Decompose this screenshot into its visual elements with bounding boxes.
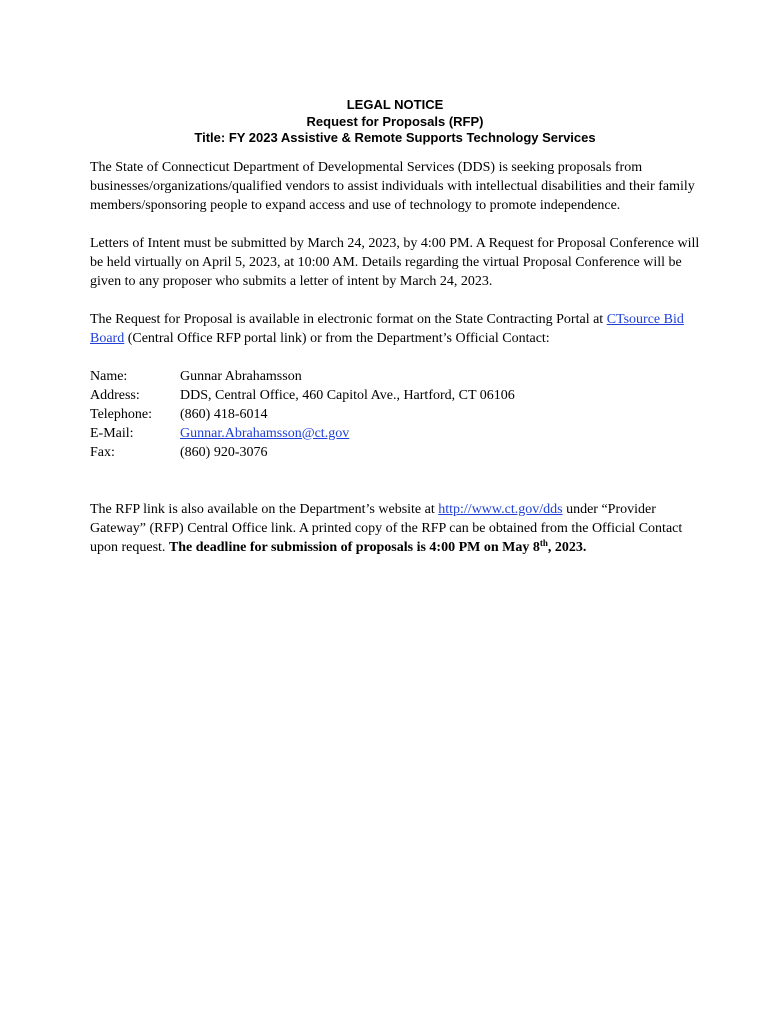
rfp-link-paragraph xyxy=(90,500,700,557)
contact-fax-value: (860) 920-3076 xyxy=(180,444,268,460)
dds-website-link[interactable]: http://www.ct.gov/dds xyxy=(438,501,563,517)
rfp-availability-text-start: The Request for Proposal is available in electronic format on the State Contracting Portal at xyxy=(90,311,607,327)
intro-paragraph: The State of Connecticut Department of Developmental Services (DDS) is seeking proposals from businesses/organizations/qualified vendors to assist individuals with intellectual disabilities and their family members/sponsoring people to expand access and use of technology to promote independence. xyxy=(90,159,695,213)
contact-telephone-value: (860) 418-6014 xyxy=(180,406,268,422)
contact-email-value xyxy=(180,424,700,443)
deadline-statement xyxy=(168,537,587,555)
contact-address-value: DDS, Central Office, 460 Capitol Ave., Hartford, CT 06106 xyxy=(180,387,515,403)
contact-fax-label: Fax: xyxy=(90,444,115,460)
official-contact-block xyxy=(90,367,700,462)
deadline-year: , 2023. xyxy=(547,539,587,555)
contact-name-value: Gunnar Abrahamsson xyxy=(180,368,302,384)
legal-notice-document xyxy=(90,97,700,576)
contact-email-label: E-Mail: xyxy=(90,425,134,441)
contact-telephone-label: Telephone: xyxy=(90,406,152,422)
rfp-availability-paragraph xyxy=(90,310,700,348)
contact-row-telephone xyxy=(90,405,700,424)
contact-address-label: Address: xyxy=(90,387,140,403)
deadline-ordinal-suffix: th xyxy=(539,537,548,548)
ctsource-bid-board-link[interactable]: CTsource Bid Board xyxy=(90,311,684,346)
contact-row-email xyxy=(90,424,700,443)
contact-row-name xyxy=(90,367,700,386)
notice-header xyxy=(90,97,700,147)
notice-heading: LEGAL NOTICE xyxy=(346,97,444,112)
rfp-link-text-middle: under “Provider Gateway” (RFP) Central Office link. A printed copy of the RFP can be obtained from the Official Contact upon request. xyxy=(90,501,683,555)
contact-email-link[interactable]: Gunnar.Abrahamsson@ct.gov xyxy=(180,425,350,441)
letters-of-intent-paragraph: Letters of Intent must be submitted by March 24, 2023, by 4:00 PM. A Request for Proposal Conference will be held virtually on April 5, 2023, at 10:00 AM. Details regarding the virtual Proposal Conference will be given to any proposer who submits a letter of intent by March 24, 2023. xyxy=(90,235,700,289)
deadline-text: The deadline for submission of proposals is 4:00 PM on May 8 xyxy=(168,539,540,555)
rfp-availability-text-end: (Central Office RFP portal link) or from the Department’s Official Contact: xyxy=(124,330,550,346)
rfp-link-text-start: The RFP link is also available on the Department’s website at xyxy=(90,501,439,517)
contact-row-address xyxy=(90,386,700,405)
contact-name-label: Name: xyxy=(90,368,128,384)
notice-title: Title: FY 2023 Assistive & Remote Supports Technology Services xyxy=(194,130,596,145)
notice-subheading: Request for Proposals (RFP) xyxy=(306,113,484,129)
contact-row-fax xyxy=(90,443,700,462)
